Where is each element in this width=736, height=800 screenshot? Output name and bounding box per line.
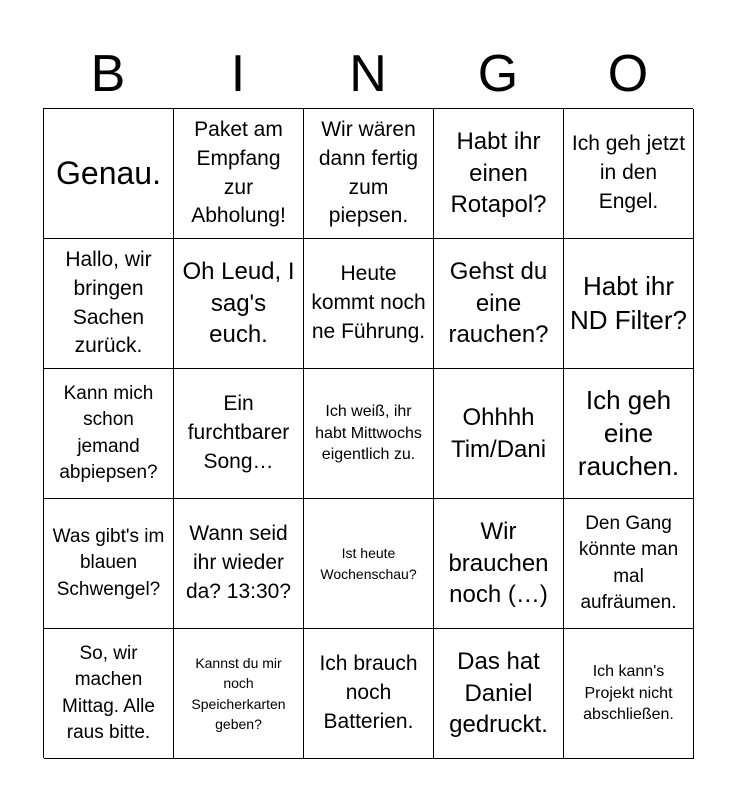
bingo-cell-r4-c0[interactable]: So, wir machen Mittag. Alle raus bitte. xyxy=(44,629,174,759)
bingo-cell-r0-c3[interactable]: Habt ihr einen Rotapol? xyxy=(434,109,564,239)
bingo-cell-r3-c3[interactable]: Wir brauchen noch (…) xyxy=(434,499,564,629)
bingo-board xyxy=(43,108,693,758)
bingo-cell-r1-c2[interactable]: Heute kommt noch ne Führung. xyxy=(304,239,434,369)
bingo-cell-r3-c2[interactable]: Ist heute Wochenschau? xyxy=(304,499,434,629)
bingo-cell-r2-c0[interactable]: Kann mich schon jemand abpiepsen? xyxy=(44,369,174,499)
bingo-cell-r3-c4[interactable]: Den Gang könnte man mal aufräumen. xyxy=(564,499,694,629)
bingo-cell-r1-c1[interactable]: Oh Leud, I sag's euch. xyxy=(174,239,304,369)
header-letter-b: B xyxy=(90,45,126,103)
bingo-cell-r4-c1[interactable]: Kannst du mir noch Speicherkarten geben? xyxy=(174,629,304,759)
bingo-cell-r0-c0[interactable]: Genau. xyxy=(44,109,174,239)
bingo-cell-r0-c2[interactable]: Wir wären dann fertig zum piepsen. xyxy=(304,109,434,239)
bingo-cell-r1-c0[interactable]: Hallo, wir bringen Sachen zurück. xyxy=(44,239,174,369)
bingo-cell-r0-c4[interactable]: Ich geh jetzt in den Engel. xyxy=(564,109,694,239)
bingo-cell-r2-c4[interactable]: Ich geh eine rauchen. xyxy=(564,369,694,499)
bingo-cell-r2-c2[interactable]: Ich weiß, ihr habt Mittwochs eigentlich zu. xyxy=(304,369,434,499)
bingo-cell-r4-c2[interactable]: Ich brauch noch Batterien. xyxy=(304,629,434,759)
header-letter-n: N xyxy=(349,45,387,103)
bingo-cell-r1-c4[interactable]: Habt ihr ND Filter? xyxy=(564,239,694,369)
header-letter-g: G xyxy=(477,45,519,103)
bingo-header xyxy=(43,40,693,108)
header-letter-o: O xyxy=(607,45,649,103)
bingo-cell-r1-c3[interactable]: Gehst du eine rauchen? xyxy=(434,239,564,369)
bingo-cell-r4-c3[interactable]: Das hat Daniel gedruckt. xyxy=(434,629,564,759)
header-letter-i: I xyxy=(230,45,246,103)
bingo-cell-r2-c1[interactable]: Ein furchtbarer Song… xyxy=(174,369,304,499)
bingo-cell-r4-c4[interactable]: Ich kann's Projekt nicht abschließen. xyxy=(564,629,694,759)
bingo-cell-r2-c3[interactable]: Ohhhh Tim/Dani xyxy=(434,369,564,499)
bingo-cell-r3-c1[interactable]: Wann seid ihr wieder da? 13:30? xyxy=(174,499,304,629)
bingo-cell-r0-c1[interactable]: Paket am Empfang zur Abholung! xyxy=(174,109,304,239)
bingo-cell-r3-c0[interactable]: Was gibt's im blauen Schwengel? xyxy=(44,499,174,629)
